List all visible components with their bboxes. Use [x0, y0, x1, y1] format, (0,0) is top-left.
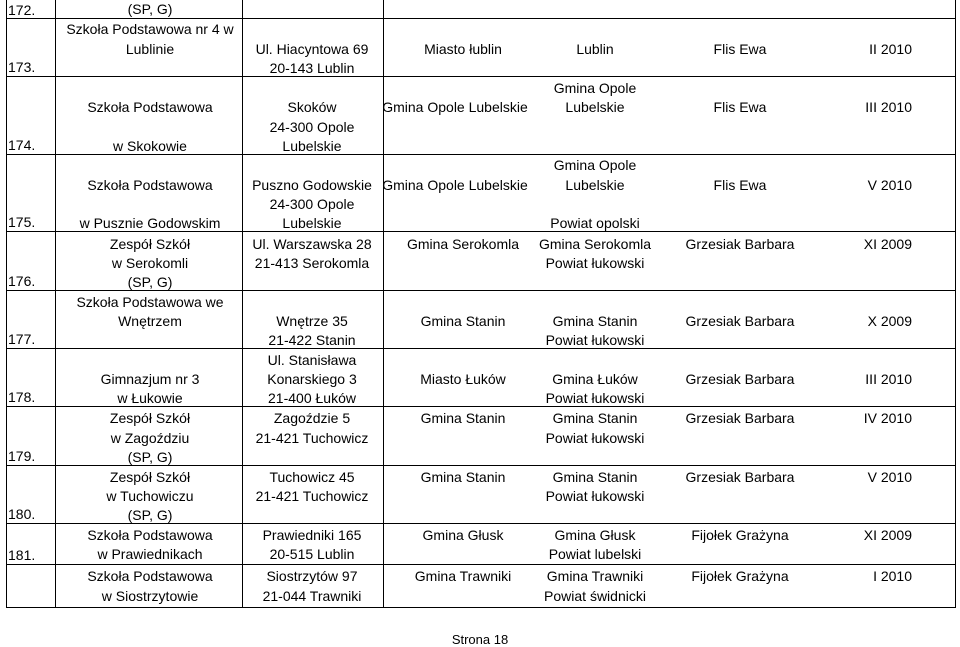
area-cell: Gmina Stanin — [552, 410, 638, 426]
school-cell: Szkoła Podstawowa — [87, 177, 213, 193]
area-cell: Lubelskie — [565, 99, 625, 115]
area-cell: Powiat świdnicki — [544, 588, 646, 604]
school-cell: Zespół Szkół — [109, 469, 191, 485]
address-cell: 20-515 Lublin — [269, 546, 355, 562]
organ-cell: Gmina Opole Lubelskie — [382, 99, 528, 115]
area-cell: Powiat łukowski — [545, 332, 645, 348]
area-cell: Lubelskie — [565, 177, 625, 193]
school-cell: (SP, G) — [127, 449, 173, 465]
school-cell: Szkoła Podstawowa — [87, 568, 213, 584]
page-footer: Strona 18 — [451, 632, 509, 647]
area-cell: Gmina Trawniki — [546, 568, 644, 584]
person-cell: Flis Ewa — [713, 177, 767, 193]
address-cell: Lubelskie — [282, 138, 342, 154]
school-cell: (SP, G) — [127, 274, 173, 290]
school-cell: w Prawiednikach — [97, 546, 203, 562]
row-divider — [7, 76, 955, 77]
col-divider — [242, 0, 243, 607]
address-cell: 21-421 Tuchowicz — [255, 488, 369, 504]
person-cell: Grzesiak Barbara — [685, 236, 795, 252]
address-cell: 21-044 Trawniki — [262, 588, 362, 604]
organ-cell: Gmina Opole Lubelskie — [382, 177, 528, 193]
date-cell: X 2009 — [867, 313, 912, 329]
row-divider — [7, 564, 955, 565]
area-cell: Gmina Łuków — [552, 371, 638, 387]
school-cell: w Siostrzytowie — [101, 588, 199, 604]
school-cell: Zespół Szkół — [109, 236, 191, 252]
date-cell: XI 2009 — [863, 527, 912, 543]
row-number: 174. — [8, 137, 36, 153]
area-cell: Gmina Opole — [553, 157, 637, 173]
area-cell: Powiat łukowski — [545, 390, 645, 406]
row-divider — [7, 348, 955, 349]
row-number: 175. — [8, 214, 36, 230]
address-cell: Skoków — [287, 99, 337, 115]
school-cell: (SP, G) — [127, 1, 173, 17]
area-cell: Powiat łukowski — [545, 488, 645, 504]
school-cell: Szkoła Podstawowa nr 4 w — [66, 21, 234, 37]
row-number: 172. — [8, 2, 36, 18]
col-divider — [55, 0, 56, 607]
address-cell: Tuchowicz 45 — [269, 469, 355, 485]
person-cell: Flis Ewa — [713, 99, 767, 115]
date-cell: XI 2009 — [863, 236, 912, 252]
row-number: 178. — [8, 389, 36, 405]
school-cell: w Zagoździu — [110, 430, 190, 446]
address-cell: 24-300 Opole — [269, 119, 355, 135]
address-cell: Ul. Stanisława — [267, 352, 357, 368]
address-cell: Konarskiego 3 — [267, 371, 357, 387]
date-cell: II 2010 — [869, 41, 912, 57]
school-cell: Gimnazjum nr 3 — [100, 371, 200, 387]
person-cell: Grzesiak Barbara — [685, 469, 795, 485]
organ-cell: Gmina Głusk — [422, 527, 504, 543]
person-cell: Grzesiak Barbara — [685, 410, 795, 426]
school-cell: w Tuchowiczu — [106, 488, 194, 504]
address-cell: 20-143 Lublin — [269, 60, 355, 76]
date-cell: III 2010 — [865, 371, 912, 387]
area-cell: Gmina Stanin — [552, 313, 638, 329]
address-cell: 21-422 Stanin — [268, 332, 356, 348]
row-number: 173. — [8, 59, 36, 75]
date-cell: V 2010 — [867, 469, 912, 485]
date-cell: IV 2010 — [863, 410, 912, 426]
school-cell: w Serokomli — [111, 255, 189, 271]
area-cell: Powiat łukowski — [545, 430, 645, 446]
school-cell: Lublinie — [125, 41, 175, 57]
row-number: 177. — [8, 331, 36, 347]
school-cell: Szkoła Podstawowa — [87, 99, 213, 115]
address-cell: 21-413 Serokomla — [254, 255, 370, 271]
address-cell: Prawiedniki 165 — [262, 527, 362, 543]
address-cell: Lubelskie — [282, 215, 342, 231]
address-cell: Zagoździe 5 — [273, 410, 351, 426]
area-cell: Powiat lubelski — [548, 546, 642, 562]
organ-cell: Miasto łublin — [424, 41, 502, 57]
school-cell: Zespół Szkół — [109, 410, 191, 426]
address-cell: Ul. Hiacyntowa 69 — [255, 41, 369, 57]
school-cell: Wnętrzem — [118, 313, 182, 329]
date-cell: III 2010 — [865, 99, 912, 115]
school-cell: w Pusznie Godowskim — [79, 215, 221, 231]
organ-cell: Gmina Trawniki — [414, 568, 512, 584]
organ-cell: Miasto Łuków — [420, 371, 506, 387]
school-cell: Szkoła Podstawowa — [87, 527, 213, 543]
person-cell: Fijołek Grażyna — [691, 568, 789, 584]
area-cell: Gmina Opole — [553, 80, 637, 96]
col-divider — [383, 0, 384, 607]
area-cell: Lublin — [576, 41, 614, 57]
row-number: 181. — [8, 547, 36, 563]
person-cell: Grzesiak Barbara — [685, 313, 795, 329]
organ-cell: Gmina Stanin — [420, 313, 506, 329]
school-cell: w Skokowie — [113, 138, 187, 154]
address-cell: Ul. Warszawska 28 — [252, 236, 372, 252]
address-cell: Puszno Godowskie — [252, 177, 372, 193]
person-cell: Fijołek Grażyna — [691, 527, 789, 543]
organ-cell: Gmina Stanin — [420, 469, 506, 485]
row-number: 179. — [8, 448, 36, 464]
school-cell: Szkoła Podstawowa we — [76, 294, 224, 310]
school-cell: (SP, G) — [127, 507, 173, 523]
person-cell: Grzesiak Barbara — [685, 371, 795, 387]
date-cell: I 2010 — [873, 568, 912, 584]
date-cell: V 2010 — [867, 177, 912, 193]
address-cell: Wnętrze 35 — [276, 313, 348, 329]
area-cell: Gmina Stanin — [552, 469, 638, 485]
row-number: 176. — [8, 273, 36, 289]
area-cell: Gmina Głusk — [554, 527, 636, 543]
organ-cell: Gmina Stanin — [420, 410, 506, 426]
row-number: 180. — [8, 506, 36, 522]
organ-cell: Gmina Serokomla — [406, 236, 520, 252]
address-cell: Siostrzytów 97 — [266, 568, 358, 584]
area-cell: Powiat opolski — [550, 215, 640, 231]
person-cell: Flis Ewa — [713, 41, 767, 57]
school-cell: w Łukowie — [117, 390, 183, 406]
area-cell: Gmina Serokomla — [538, 236, 652, 252]
area-cell: Powiat łukowski — [545, 255, 645, 271]
address-cell: 21-421 Tuchowicz — [255, 430, 369, 446]
address-cell: 21-400 Łuków — [268, 390, 356, 406]
address-cell: 24-300 Opole — [269, 196, 355, 212]
